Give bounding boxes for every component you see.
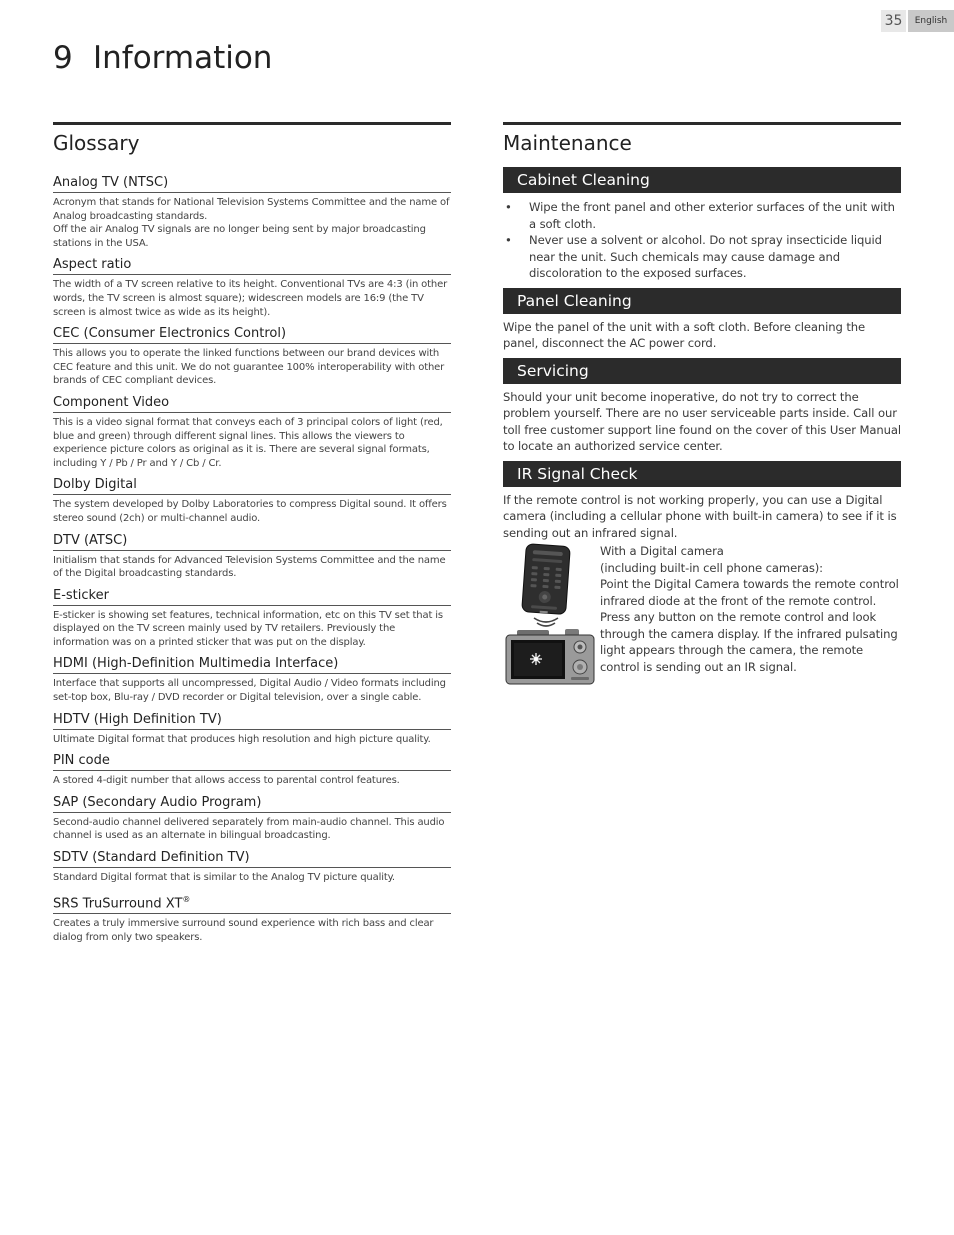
ir-step: (including built-in cell phone cameras):: [600, 560, 823, 575]
glossary-item: [53, 256, 451, 319]
maintenance-section: [503, 122, 901, 685]
glossary-definition: Acronym that stands for National Television Systems Committee and the name of Analog broadcasting standards. Off the air Analog TV signals are no longer being sent by major broadcasting stations in the USA.: [53, 197, 450, 249]
glossary-title: Glossary: [53, 131, 140, 155]
glossary-definition: Interface that supports all uncompressed, Digital Audio / Video formats including set-top box, Blu-ray / DVD recorder or Digital television, over a single cable.: [53, 678, 446, 704]
glossary-term: HDTV (High Definition TV): [53, 711, 451, 730]
cabinet-cleaning-list: [503, 199, 901, 282]
glossary-definition: This allows you to operate the linked functions between our brand devices with CEC feature and this unit. We do not guarantee 100% interoperability with other brands of CEC compliant devices.: [53, 348, 445, 387]
glossary-term: Dolby Digital: [53, 476, 451, 495]
remote-camera-illustration: [503, 543, 600, 685]
panel-cleaning-block: [503, 288, 901, 352]
glossary-definition: Ultimate Digital format that produces high resolution and high picture quality.: [53, 733, 431, 745]
glossary-item: [53, 476, 451, 525]
list-item: • Wipe the front panel and other exterior surfaces of the unit with a soft cloth.: [505, 200, 895, 231]
servicing-text: Should your unit become inoperative, do not try to correct the problem yourself. There are no user serviceable parts inside. Call our toll free customer support line found on the cover of this User Manual to locate an authorized service center.: [503, 389, 902, 453]
glossary-term: SDTV (Standard Definition TV): [53, 849, 451, 868]
glossary-definition: E-sticker is showing set features, technical information, etc on this TV set that is displayed on the TV screen mainly used by TV retailers. Previously the information was on a printed sticker that was put on the display.: [53, 609, 443, 648]
glossary-item: [53, 849, 451, 885]
glossary-item: [53, 794, 451, 843]
glossary-definition: Standard Digital format that is similar to the Analog TV picture quality.: [53, 872, 395, 884]
bullet-icon: •: [505, 233, 512, 247]
panel-cleaning-text: Wipe the panel of the unit with a soft cloth. Before cleaning the panel, disconnect the AC power cord.: [503, 319, 866, 350]
glossary-item: [53, 752, 451, 788]
section-divider: [53, 122, 451, 125]
ir-step: With a Digital camera: [600, 544, 724, 558]
page-number: 35: [881, 10, 906, 32]
ir-step: Point the Digital Camera towards the remote control infrared diode at the front of the remote control.: [600, 577, 899, 608]
ir-signal-steps: [600, 543, 901, 685]
ir-signal-intro: If the remote control is not working properly, you can use a Digital camera (including a cellular phone with built-in camera) to see if it is sending out an infrared signal.: [503, 492, 897, 540]
chapter-number: 9: [53, 40, 73, 76]
glossary-term: Aspect ratio: [53, 256, 451, 275]
ir-signal-block: [503, 461, 901, 686]
servicing-heading: Servicing: [503, 358, 901, 384]
ir-signal-heading: IR Signal Check: [503, 461, 901, 487]
glossary-term: SAP (Secondary Audio Program): [53, 794, 451, 813]
ir-signal-figure: [503, 543, 901, 685]
glossary-term: DTV (ATSC): [53, 532, 451, 551]
glossary-term: HDMI (High-Definition Multimedia Interface): [53, 655, 451, 674]
chapter-heading: [53, 40, 272, 76]
glossary-term: Component Video: [53, 394, 451, 413]
glossary-definition: Initialism that stands for Advanced Television Systems Committee and the name of the Digital broadcasting standards.: [53, 554, 446, 580]
chapter-title: Information: [93, 40, 273, 76]
remote-control-camera-icon: [503, 543, 600, 685]
servicing-block: [503, 358, 901, 455]
glossary-term: E-sticker: [53, 587, 451, 606]
glossary-definition: Second-audio channel delivered separately from main-audio channel. This audio channel is used as an alternate in bilingual broadcasting.: [53, 816, 445, 842]
cabinet-cleaning-block: [503, 167, 901, 282]
glossary-definition: The width of a TV screen relative to its height. Conventional TVs are 4:3 (in other words, the TV screen is almost square); widescreen models are 16:9 (the TV screen is almost twice as wide as its height).: [53, 279, 448, 318]
glossary-definition: The system developed by Dolby Laboratories to compress Digital sound. It offers stereo sound (2ch) or multi-channel audio.: [53, 499, 447, 524]
list-item: • Never use a solvent or alcohol. Do not spray insecticide liquid near the unit. Such chemicals may cause damage and discoloration to the exposed surfaces.: [505, 233, 882, 280]
glossary-item: [53, 325, 451, 388]
section-divider: [503, 122, 901, 125]
panel-cleaning-heading: Panel Cleaning: [503, 288, 901, 314]
glossary-term: SRS TruSurround XT®: [53, 891, 451, 914]
glossary-term: PIN code: [53, 752, 451, 771]
maintenance-title: Maintenance: [503, 131, 632, 155]
glossary-item: [53, 711, 451, 747]
glossary-item: [53, 532, 451, 581]
glossary-list: [53, 174, 451, 944]
glossary-term: Analog TV (NTSC): [53, 174, 451, 193]
glossary-section: [53, 122, 451, 950]
glossary-term: CEC (Consumer Electronics Control): [53, 325, 451, 344]
glossary-definition: Creates a truly immersive surround sound experience with rich bass and clear dialog from only two speakers.: [53, 917, 434, 943]
glossary-item: [53, 174, 451, 250]
glossary-item: [53, 394, 451, 470]
glossary-item: [53, 891, 451, 945]
cabinet-cleaning-heading: Cabinet Cleaning: [503, 167, 901, 193]
language-tab: English: [908, 10, 954, 32]
registered-mark: ®: [182, 894, 191, 904]
glossary-item: [53, 655, 451, 704]
glossary-definition: A stored 4-digit number that allows access to parental control features.: [53, 775, 400, 787]
glossary-definition: This is a video signal format that conveys each of 3 principal colors of light (red, blue and green) through different signal lines. This allows the viewers to experience picture colors as original as it is. There are several signal formats, including Y / Pb / Pr and Y / Cb / Cr.: [53, 416, 443, 469]
bullet-icon: •: [505, 200, 512, 214]
ir-step: Press any button on the remote control and look through the camera display. If the infrared pulsating light appears through the camera, the remote control is sending out an IR signal.: [600, 610, 898, 674]
glossary-item: [53, 587, 451, 650]
